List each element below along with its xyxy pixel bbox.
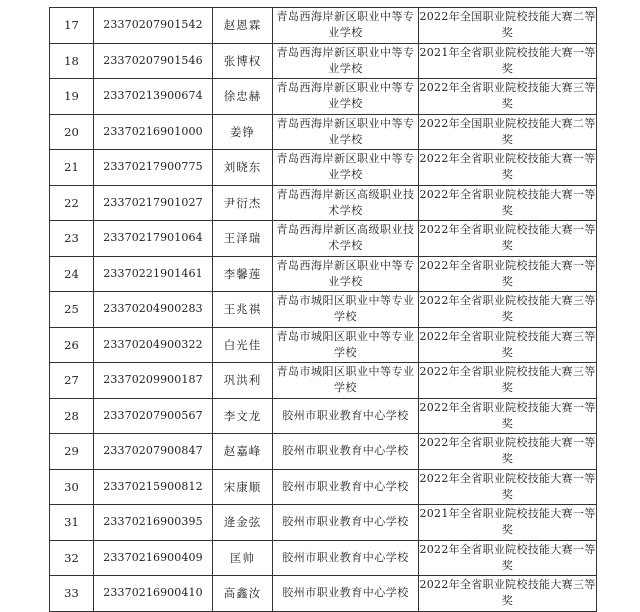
serial-number-cell: 21 <box>50 150 94 186</box>
serial-number-cell: 27 <box>50 363 94 399</box>
school-name-cell: 青岛市城阳区职业中等专业学校 <box>273 327 419 363</box>
table-row <box>50 434 597 470</box>
table-row <box>50 469 597 505</box>
school-name-cell: 胶州市职业教育中心学校 <box>273 540 419 576</box>
school-name-cell: 胶州市职业教育中心学校 <box>273 398 419 434</box>
exam-number-cell: 23370217901064 <box>94 221 213 257</box>
exam-number-cell: 23370204900283 <box>94 292 213 328</box>
student-name-cell: 白光佳 <box>213 327 273 363</box>
student-name-cell: 高鑫汝 <box>213 576 273 612</box>
school-name-cell: 青岛西海岸新区高级职业技术学校 <box>273 185 419 221</box>
table-row <box>50 327 597 363</box>
school-name-cell: 胶州市职业教育中心学校 <box>273 576 419 612</box>
table-row <box>50 221 597 257</box>
award-cell: 2022年全省职业院校技能大赛三等奖 <box>419 292 597 328</box>
award-cell: 2022年全省职业院校技能大赛一等奖 <box>419 256 597 292</box>
award-cell: 2022年全国职业院校技能大赛二等奖 <box>419 8 597 44</box>
school-name-cell: 青岛市城阳区职业中等专业学校 <box>273 292 419 328</box>
student-name-cell: 徐忠赫 <box>213 79 273 115</box>
award-cell: 2022年全省职业院校技能大赛一等奖 <box>419 434 597 470</box>
school-name-cell: 青岛西海岸新区高级职业技术学校 <box>273 221 419 257</box>
exam-number-cell: 23370207901546 <box>94 43 213 79</box>
school-name-cell: 青岛西海岸新区职业中等专业学校 <box>273 8 419 44</box>
exam-number-cell: 23370217900775 <box>94 150 213 186</box>
serial-number-cell: 18 <box>50 43 94 79</box>
table-row <box>50 114 597 150</box>
exam-number-cell: 23370207901542 <box>94 8 213 44</box>
serial-number-cell: 17 <box>50 8 94 44</box>
award-cell: 2022年全省职业院校技能大赛三等奖 <box>419 327 597 363</box>
award-cell: 2022年全省职业院校技能大赛三等奖 <box>419 576 597 612</box>
serial-number-cell: 31 <box>50 505 94 541</box>
school-name-cell: 青岛西海岸新区职业中等专业学校 <box>273 114 419 150</box>
school-name-cell: 青岛西海岸新区职业中等专业学校 <box>273 43 419 79</box>
table-row <box>50 79 597 115</box>
serial-number-cell: 24 <box>50 256 94 292</box>
award-cell: 2021年全省职业院校技能大赛一等奖 <box>419 505 597 541</box>
student-name-cell: 刘晓东 <box>213 150 273 186</box>
awards-table <box>49 7 597 612</box>
serial-number-cell: 32 <box>50 540 94 576</box>
award-cell: 2022年全省职业院校技能大赛一等奖 <box>419 540 597 576</box>
exam-number-cell: 23370213900674 <box>94 79 213 115</box>
exam-number-cell: 23370216900395 <box>94 505 213 541</box>
student-name-cell: 李馨莲 <box>213 256 273 292</box>
student-name-cell: 李文龙 <box>213 398 273 434</box>
exam-number-cell: 23370207900567 <box>94 398 213 434</box>
school-name-cell: 胶州市职业教育中心学校 <box>273 434 419 470</box>
school-name-cell: 青岛西海岸新区职业中等专业学校 <box>273 79 419 115</box>
serial-number-cell: 19 <box>50 79 94 115</box>
award-cell: 2022年全省职业院校技能大赛一等奖 <box>419 221 597 257</box>
table-row <box>50 398 597 434</box>
table-row <box>50 540 597 576</box>
student-name-cell: 匡帅 <box>213 540 273 576</box>
exam-number-cell: 23370217901027 <box>94 185 213 221</box>
serial-number-cell: 33 <box>50 576 94 612</box>
table-row <box>50 363 597 399</box>
award-cell: 2022年全省职业院校技能大赛三等奖 <box>419 79 597 115</box>
serial-number-cell: 22 <box>50 185 94 221</box>
serial-number-cell: 28 <box>50 398 94 434</box>
award-cell: 2021年全省职业院校技能大赛一等奖 <box>419 43 597 79</box>
exam-number-cell: 23370216901000 <box>94 114 213 150</box>
student-name-cell: 姜铮 <box>213 114 273 150</box>
award-cell: 2022年全国职业院校技能大赛二等奖 <box>419 114 597 150</box>
school-name-cell: 青岛市城阳区职业中等专业学校 <box>273 363 419 399</box>
student-name-cell: 王兆祺 <box>213 292 273 328</box>
serial-number-cell: 20 <box>50 114 94 150</box>
table-row <box>50 576 597 612</box>
exam-number-cell: 23370215900812 <box>94 469 213 505</box>
school-name-cell: 青岛西海岸新区职业中等专业学校 <box>273 256 419 292</box>
award-cell: 2022年全省职业院校技能大赛一等奖 <box>419 398 597 434</box>
award-cell: 2022年全省职业院校技能大赛三等奖 <box>419 363 597 399</box>
school-name-cell: 青岛西海岸新区职业中等专业学校 <box>273 150 419 186</box>
table-row <box>50 292 597 328</box>
exam-number-cell: 23370221901461 <box>94 256 213 292</box>
school-name-cell: 胶州市职业教育中心学校 <box>273 469 419 505</box>
student-name-cell: 宋康顺 <box>213 469 273 505</box>
student-name-cell: 逄金弦 <box>213 505 273 541</box>
exam-number-cell: 23370216900410 <box>94 576 213 612</box>
table-row <box>50 8 597 44</box>
exam-number-cell: 23370207900847 <box>94 434 213 470</box>
serial-number-cell: 30 <box>50 469 94 505</box>
student-name-cell: 赵恩霖 <box>213 8 273 44</box>
table-row <box>50 43 597 79</box>
serial-number-cell: 26 <box>50 327 94 363</box>
student-name-cell: 王泽瑞 <box>213 221 273 257</box>
student-name-cell: 巩洪利 <box>213 363 273 399</box>
student-name-cell: 尹衍杰 <box>213 185 273 221</box>
student-name-cell: 张博权 <box>213 43 273 79</box>
award-cell: 2022年全省职业院校技能大赛一等奖 <box>419 185 597 221</box>
serial-number-cell: 25 <box>50 292 94 328</box>
table-body <box>50 8 597 612</box>
student-name-cell: 赵嘉峰 <box>213 434 273 470</box>
serial-number-cell: 23 <box>50 221 94 257</box>
exam-number-cell: 23370216900409 <box>94 540 213 576</box>
table-row <box>50 505 597 541</box>
exam-number-cell: 23370204900322 <box>94 327 213 363</box>
award-cell: 2022年全省职业院校技能大赛一等奖 <box>419 150 597 186</box>
school-name-cell: 胶州市职业教育中心学校 <box>273 505 419 541</box>
serial-number-cell: 29 <box>50 434 94 470</box>
award-cell: 2022年全省职业院校技能大赛一等奖 <box>419 469 597 505</box>
table-row <box>50 150 597 186</box>
table-row <box>50 185 597 221</box>
table-row <box>50 256 597 292</box>
exam-number-cell: 23370209900187 <box>94 363 213 399</box>
